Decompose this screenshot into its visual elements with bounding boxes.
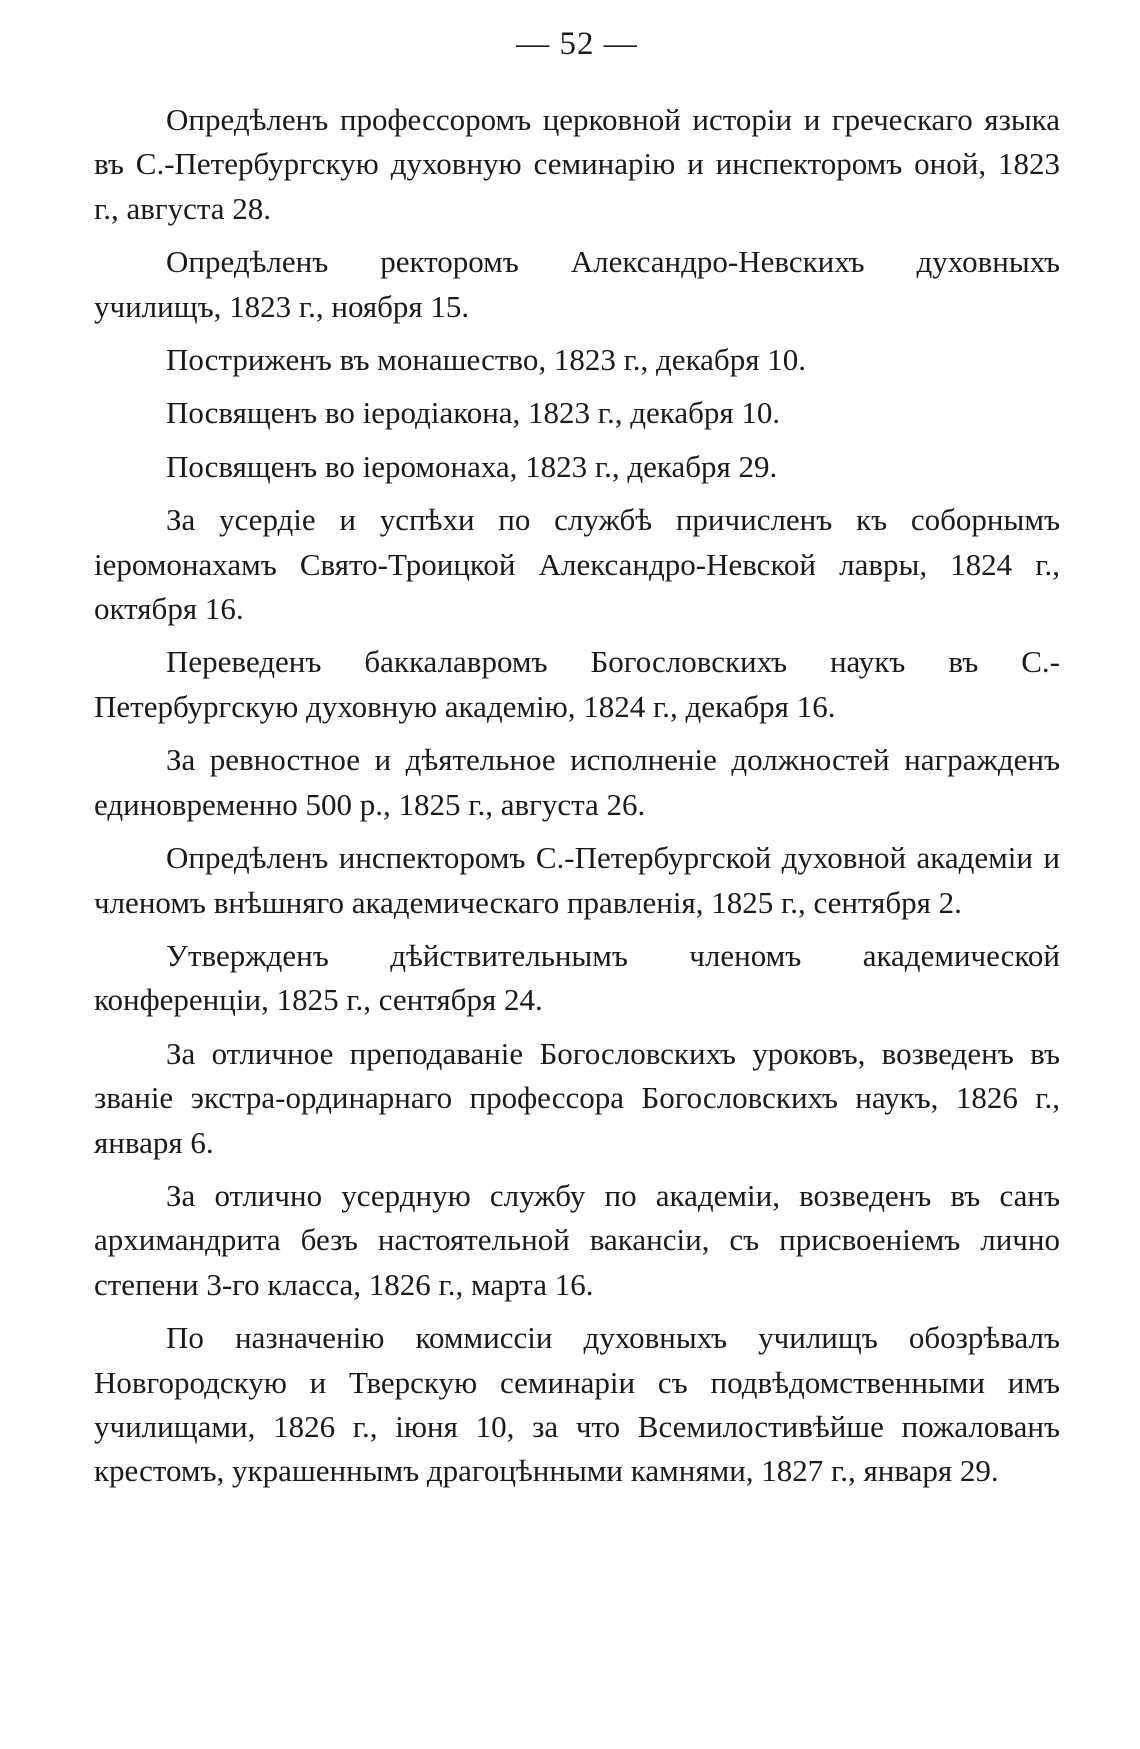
paragraph: Утвержденъ дѣйствительнымъ членомъ академической конференціи, 1825 г., сентября 24. [94,937,1060,1018]
paragraph: Опредѣленъ инспекторомъ С.-Петербургской духовной академіи и членомъ внѣшняго академическаго правленія, 1825 г., сентября 2. [94,840,1060,920]
text-body [94,98,1060,1494]
paragraph: Постриженъ въ монашество, 1823 г., декабря 10. [166,342,806,378]
paragraph: За усердіе и успѣхи по службѣ причисленъ къ соборнымъ іеромонахамъ Свято-Троицкой Александро-Невской лавры, 1824 г., октября 16. [94,502,1060,627]
paragraph: Опредѣленъ профессоромъ церковной исторіи и греческаго языка въ С.-Петербургскую духовную семинарію и инспекторомъ оной, 1823 г., августа 28. [94,102,1060,226]
paragraph: По назначенію коммиссіи духовныхъ училищъ обозрѣвалъ Новгородскую и Тверскую семинаріи съ подвѣдомственными имъ училищами, 1826 г., іюня 10, за что Всемилостивѣйше пожалованъ крестомъ, украшеннымъ драгоцѣнными камнями, 1827 г., января 29. [94,1320,1060,1489]
paragraph: Опредѣленъ ректоромъ Александро-Невскихъ духовныхъ училищъ, 1823 г., ноября 15. [94,244,1060,324]
paragraph: За отлично усердную службу по академіи, возведенъ въ санъ архимандрита безъ настоятельной вакансіи, съ присвоеніемъ лично степени 3-го класса, 1826 г., марта 16. [94,1177,1060,1302]
paragraph: За отличное преподаваніе Богословскихъ уроковъ, возведенъ въ званіе экстра-ординарнаго профессора Богословскихъ наукъ, 1826 г., января 6. [94,1035,1060,1160]
page-number: — 52 — [516,26,638,62]
paragraph: Переведенъ баккалавромъ Богословскихъ наукъ въ С.-Петербургскую духовную академію, 1824 г., декабря 16. [94,644,1060,724]
paragraph: За ревностное и дѣятельное исполненіе должностей награжденъ единовременно 500 р., 1825 г., августа 26. [94,742,1060,822]
paragraph: Посвященъ во іеромонаха, 1823 г., декабря 29. [166,448,778,484]
paragraph: Посвященъ во іеродіакона, 1823 г., декабря 10. [166,395,781,431]
document-page [94,18,1060,1718]
